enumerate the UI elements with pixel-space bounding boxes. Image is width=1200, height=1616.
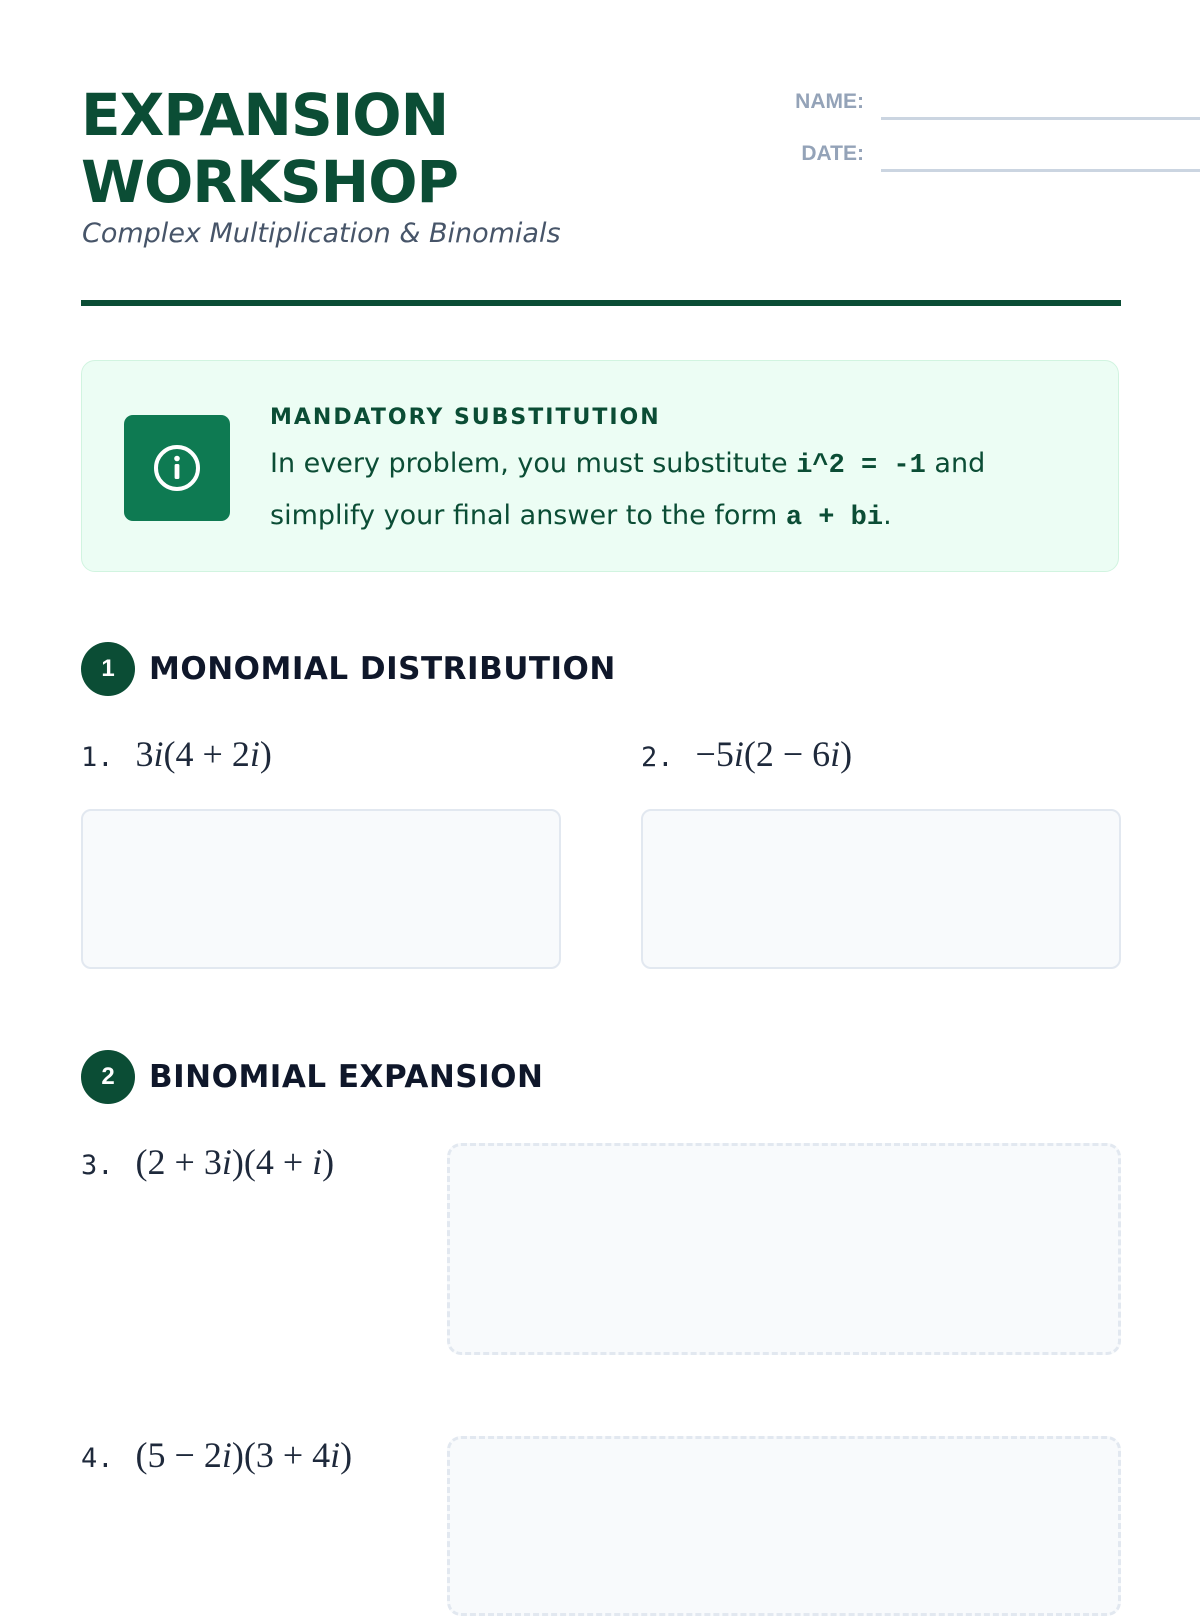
title-line-2: WORKSHOP <box>81 148 459 216</box>
problem-number: 4. <box>81 1443 114 1474</box>
section-header-binomial <box>81 1050 1121 1104</box>
problem-number: 1. <box>81 742 114 773</box>
notice-icon-container <box>124 415 230 521</box>
notice-code-form: a + bi <box>785 503 884 533</box>
section-number-badge: 2 <box>81 1050 135 1104</box>
name-field-line[interactable] <box>881 117 1200 120</box>
notice-heading: MANDATORY SUBSTITUTION <box>270 405 661 430</box>
problem-expression: (2 + 3i)(4 + i) <box>135 1142 335 1182</box>
problem-2 <box>641 733 852 775</box>
problem-number: 2. <box>641 742 674 773</box>
header-divider <box>81 300 1121 306</box>
worksheet-title <box>81 82 458 216</box>
notice-text-3: . <box>883 500 892 531</box>
section-title: MONOMIAL DISTRIBUTION <box>149 651 616 687</box>
info-icon <box>151 442 203 494</box>
worksheet-page <box>81 0 1121 1600</box>
section-number-badge: 1 <box>81 642 135 696</box>
notice-code-substitution: i^2 = -1 <box>796 451 926 481</box>
problem-expression: (5 − 2i)(3 + 4i) <box>135 1435 353 1475</box>
date-field-row <box>681 132 1200 172</box>
date-field-line[interactable] <box>881 169 1200 172</box>
answer-box-problem-1[interactable] <box>81 809 561 969</box>
substitution-notice <box>81 360 1119 572</box>
worksheet-subtitle: Complex Multiplication & Binomials <box>82 218 561 249</box>
section-header-monomial <box>81 642 1121 696</box>
notice-text-2: and simplify your final answer to the form <box>270 448 986 531</box>
problem-number: 3. <box>81 1150 114 1181</box>
answer-box-problem-2[interactable] <box>641 809 1121 969</box>
title-line-1: EXPANSION <box>81 81 449 149</box>
problem-expression: 3i(4 + 2i) <box>135 734 272 774</box>
problem-1 <box>81 733 272 775</box>
problem-expression: −5i(2 − 6i) <box>695 734 853 774</box>
problem-4 <box>81 1434 352 1476</box>
name-field-row <box>681 80 1200 120</box>
date-label: DATE: <box>801 142 864 165</box>
notice-text-1: In every problem, you must substitute <box>270 448 797 479</box>
answer-box-problem-3[interactable] <box>447 1143 1121 1355</box>
problem-3 <box>81 1141 334 1183</box>
notice-body <box>270 439 1090 543</box>
name-label: NAME: <box>795 90 864 113</box>
section-title: BINOMIAL EXPANSION <box>149 1059 544 1095</box>
answer-box-problem-4[interactable] <box>447 1436 1121 1616</box>
